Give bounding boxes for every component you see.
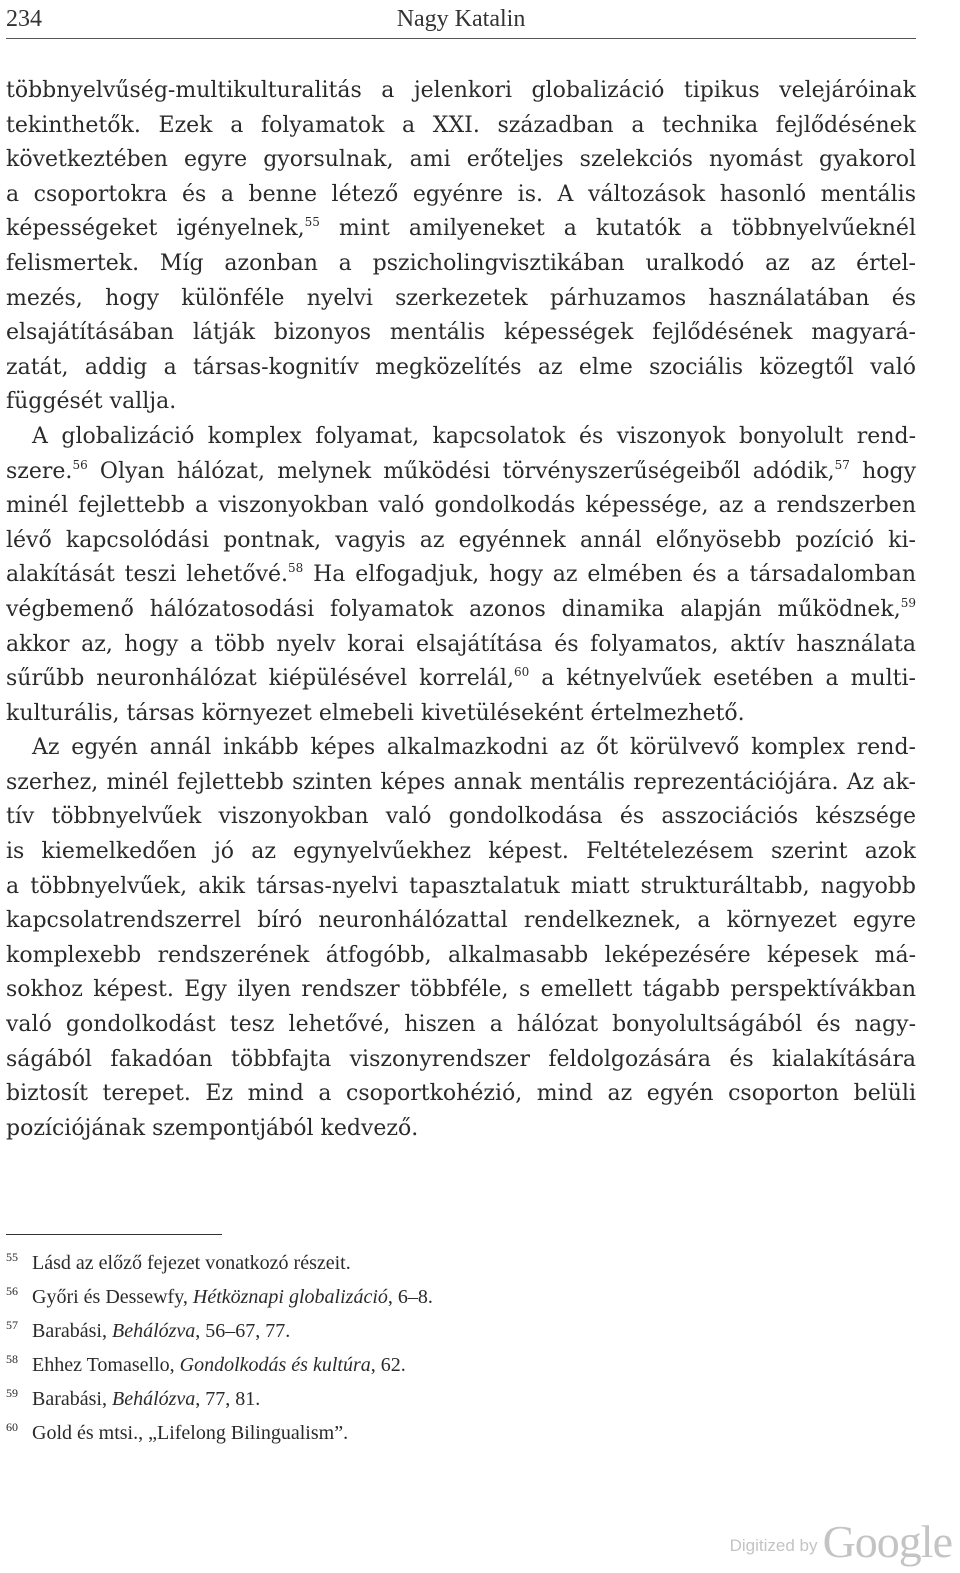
running-head: Nagy Katalin — [396, 6, 526, 32]
body-line: is kiemelkedően jó az egynyelvűekhez képest. Feltételezésem szerint azok — [6, 839, 916, 865]
footnote — [6, 1240, 916, 1274]
footnote-text — [32, 1422, 348, 1444]
body-line: szerhez, minél fejlettebb szinten képes annak mentális reprezentációjára. Az ak- — [6, 769, 916, 795]
footnote-text-segment: , 62. — [370, 1354, 406, 1376]
footnote-title: Behálózva — [111, 1320, 196, 1342]
body-text-segment: Ha elfogadjuk, hogy az elmében és a társadalomban — [303, 562, 916, 588]
body-text-segment: mint amilyeneket a kutatók a többnyelvűeknél — [319, 216, 916, 242]
footnote-reference: 58 — [288, 561, 304, 576]
digitized-by-google-watermark — [682, 1515, 952, 1565]
body-text-segment: sűrűbb neuronhálózat kiépülésével korrelál, — [6, 666, 514, 692]
footnote-title: Behálózva — [111, 1388, 196, 1410]
body-line: zatát, addig a társas-kognitív megközelítés az elme szociális közegtől való — [6, 354, 916, 380]
body-text-segment: alakítását teszi lehetővé. — [6, 562, 289, 588]
body-line: Az egyén annál inkább képes alkalmazkodni az őt körülvevő komplex rend- — [32, 735, 916, 761]
body-line — [6, 662, 916, 697]
footnote — [6, 1342, 916, 1376]
body-text-segment: képességeket igényelnek, — [6, 216, 305, 242]
body-line: akkor az, hogy a több nyelv korai elsajátítása és folyamatos, aktív használata — [6, 631, 916, 657]
body-line: komplexebb rendszerének átfogóbb, alkalmasabb leképezésére képesek má- — [6, 942, 916, 968]
footnote-text — [32, 1320, 290, 1342]
body-line: kulturális, társas környezet elmebeli kivetüléseként értelmezhető. — [6, 700, 745, 726]
body-line: lévő kapcsolódási pontnak, vagyis az egyénnek annál előnyösebb pozíció ki- — [6, 527, 916, 553]
footnote — [6, 1410, 916, 1444]
footnote-number: 60 — [6, 1420, 18, 1434]
footnote-text — [32, 1252, 351, 1274]
body-line: függését vallja. — [6, 389, 177, 415]
body-line: minél fejlettebb a viszonyokban való gondolkodás képessége, az a rendszerben — [6, 493, 916, 519]
footnote-text-segment: Barabási, — [32, 1388, 112, 1410]
body-line: kapcsolatrendszerrel bíró neuronhálózattal rendelkeznek, a környezet egyre — [6, 908, 916, 934]
body-line — [6, 593, 916, 628]
body-line: sokhoz képest. Egy ilyen rendszer többféle, s emellett tágabb perspektívákban — [6, 977, 916, 1003]
body-text-segment: Olyan hálózat, melynek működési törvényszerűségeiből adódik, — [87, 458, 835, 484]
body-line: pozíciójának szempontjából kedvező. — [6, 1115, 419, 1141]
footnote-number: 59 — [6, 1386, 18, 1400]
footnote-reference: 56 — [72, 457, 88, 472]
footnote-reference: 59 — [900, 595, 916, 610]
body-line: biztosít terepet. Ez mind a csoportkohézió, mind az egyén csoporton belüli — [6, 1081, 916, 1107]
footnote-text — [32, 1388, 260, 1410]
body-line: való gondolkodást tesz lehetővé, hiszen a hálózat bonyolultságából és nagy- — [6, 1012, 916, 1038]
footnote-text-segment: , 56–67, 77. — [195, 1320, 291, 1342]
body-line: A globalizáció komplex folyamat, kapcsolatok és viszonyok bonyolult rend- — [32, 423, 916, 449]
footnote-text-segment: Lásd az előző fejezet vonatkozó részeit. — [32, 1252, 351, 1274]
body-text-segment: szere. — [6, 458, 73, 484]
body-text-segment: hogy — [849, 458, 917, 484]
footnote-text-segment: Győri és Dessewfy, — [32, 1286, 193, 1308]
footnote-reference: 57 — [834, 457, 850, 472]
body-line: tív többnyelvűek viszonyokban való gondolkodása és asszociációs készsége — [6, 804, 916, 830]
body-line: tekinthetők. Ezek a folyamatok a XXI. században a technika fejlődésének — [6, 112, 916, 138]
body-line — [6, 558, 916, 593]
body-line: a többnyelvűek, akik társas-nyelvi tapasztalatuk miatt strukturáltabb, nagyobb — [6, 873, 916, 899]
footnotes — [6, 1240, 916, 1444]
footnote-text-segment: Barabási, — [32, 1320, 112, 1342]
footnote-text-segment: , 77, 81. — [195, 1388, 261, 1410]
footnote-text — [32, 1286, 433, 1308]
body-line: következtében egyre gyorsulnak, ami erőteljes szelekciós nyomást gyakorol — [6, 147, 916, 173]
footnote-separator — [6, 1234, 222, 1235]
body-line: felismertek. Míg azonban a pszicholingvisztikában uralkodó az az értel- — [6, 250, 916, 276]
body-line: elsajátításában látják bizonyos mentális képességek fejlődésének magyará- — [6, 320, 916, 346]
footnote-title: Hétköznapi globalizáció — [192, 1286, 388, 1308]
footnote-text-segment: , 6–8. — [387, 1286, 433, 1308]
body-text-segment: a kétnyelvűek esetében a multi- — [529, 666, 916, 692]
page-header — [6, 2, 916, 39]
footnote-title: Gondolkodás és kultúra — [179, 1354, 371, 1376]
body-line: többnyelvűség-multikulturalitás a jelenkori globalizáció tipikus velejáróinak — [6, 78, 916, 103]
footnote-reference: 55 — [304, 215, 320, 230]
watermark-prefix: Digitized by — [729, 1536, 818, 1555]
body-line — [6, 212, 916, 247]
body-line: ságából fakadóan többfajta viszonyrendszer feldolgozására és kialakítására — [6, 1046, 916, 1072]
footnote — [6, 1308, 916, 1342]
body-line — [6, 455, 916, 490]
footnote-text-segment: Gold és mtsi., „Lifelong Bilingualism”. — [32, 1422, 349, 1444]
google-logo: Google — [822, 1516, 952, 1567]
footnote-text-segment: Ehhez Tomasello, — [32, 1354, 180, 1376]
page-number: 234 — [6, 6, 42, 32]
body-line: a csoportokra és a benne létező egyénre is. A változások hasonló mentális — [6, 181, 916, 207]
footnote-text — [32, 1354, 406, 1376]
footnote-number: 57 — [6, 1318, 18, 1332]
footnote — [6, 1274, 916, 1308]
footnote-number: 58 — [6, 1352, 18, 1366]
body-text-segment: végbemenő hálózatosodási folyamatok azonos dinamika alapján működnek, — [6, 596, 901, 622]
footnote — [6, 1376, 916, 1410]
footnote-number: 56 — [6, 1284, 18, 1298]
body-text — [6, 74, 916, 1146]
footnote-number: 55 — [6, 1250, 18, 1264]
body-line: mezés, hogy különféle nyelvi szerkezetek párhuzamos használatában és — [6, 285, 916, 311]
footnote-reference: 60 — [513, 665, 530, 680]
